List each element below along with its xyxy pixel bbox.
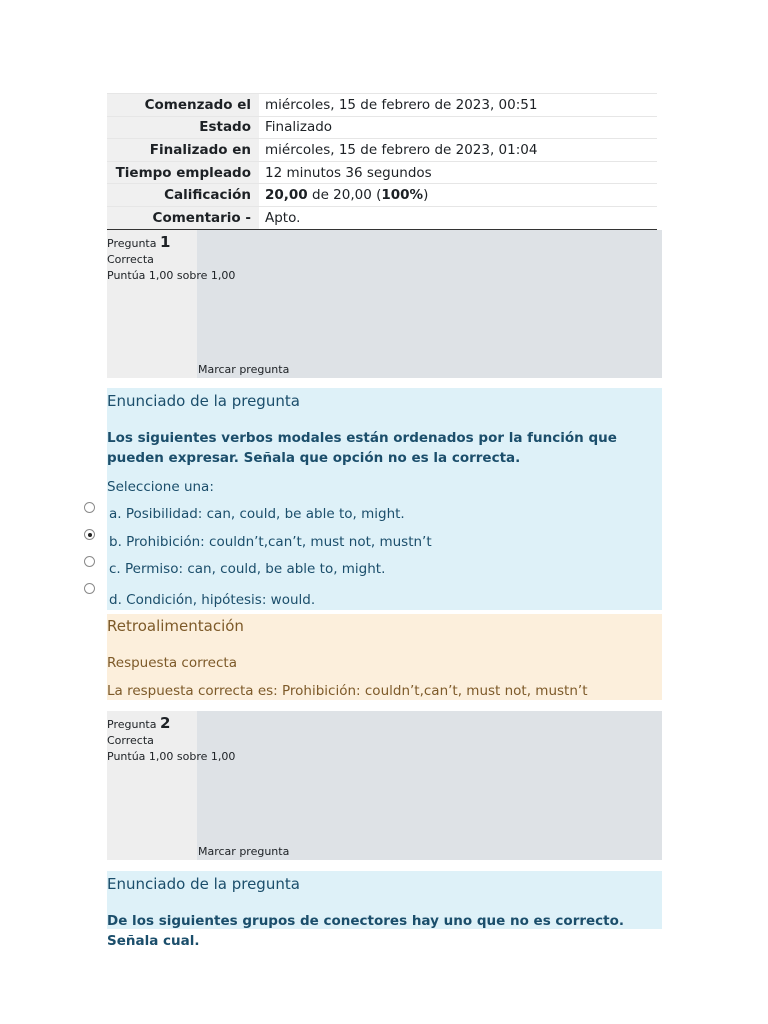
summary-label: Comenzado el (107, 94, 259, 117)
grade-out-of: de 20,00 ( (307, 187, 382, 204)
summary-value: 12 minutos 36 segundos (259, 161, 657, 184)
answer-option-c[interactable]: c. Permiso: can, could, be able to, might. (109, 561, 386, 577)
answer-option-a[interactable]: a. Posibilidad: can, could, be able to, might. (109, 506, 405, 522)
summary-value: miércoles, 15 de febrero de 2023, 01:04 (259, 139, 657, 162)
question-heading: Enunciado de la pregunta (107, 875, 300, 893)
question-text: Los siguientes verbos modales están ordenados por la función que pueden expresar. Señala que opción no es la correcta. (107, 430, 617, 466)
summary-value (259, 184, 657, 207)
radio-option-b[interactable] (84, 529, 95, 540)
summary-value: Finalizado (259, 116, 657, 139)
question-meta (107, 234, 235, 284)
summary-row-finished (107, 139, 657, 162)
select-one-prompt: Seleccione una: (107, 479, 214, 495)
question-number-value: 1 (159, 233, 171, 251)
question-prefix: Pregunta (107, 718, 157, 731)
answer-option-b[interactable]: b. Prohibición: couldn’t,can’t, must not, mustn’t (109, 534, 432, 550)
summary-row-state (107, 116, 657, 139)
grade-close: ) (423, 187, 429, 204)
question-text: De los siguientes grupos de conectores hay uno que no es correcto. Señala cual. (107, 913, 625, 949)
summary-label: Tiempo empleado (107, 161, 259, 184)
question-prefix: Pregunta (107, 237, 157, 250)
summary-value: Apto. (259, 206, 657, 229)
question-2-info (107, 711, 662, 860)
summary-label: Comentario - (107, 206, 259, 229)
flag-question-link[interactable]: Marcar pregunta (198, 363, 290, 376)
question-meta (107, 715, 235, 765)
summary-value: miércoles, 15 de febrero de 2023, 00:51 (259, 94, 657, 117)
question-number (107, 234, 235, 252)
summary-label: Calificación (107, 184, 259, 207)
question-number-value: 2 (159, 714, 171, 732)
question-1-info (107, 230, 662, 378)
question-1-content (107, 388, 662, 610)
feedback-correct-answer: La respuesta correcta es: Prohibición: couldn’t,can’t, must not, mustn’t (107, 683, 588, 699)
question-state: Correcta (107, 734, 154, 747)
radio-option-d[interactable] (84, 583, 95, 594)
flag-question-link[interactable]: Marcar pregunta (198, 845, 290, 858)
summary-row-time (107, 161, 657, 184)
question-score: Puntúa 1,00 sobre 1,00 (107, 750, 236, 763)
grade-percent: 100% (381, 187, 424, 204)
summary-label: Finalizado en (107, 139, 259, 162)
question-state: Correcta (107, 253, 154, 266)
question-1-feedback (107, 614, 662, 700)
feedback-result: Respuesta correcta (107, 655, 237, 671)
question-heading: Enunciado de la pregunta (107, 392, 300, 410)
radio-option-c[interactable] (84, 556, 95, 567)
summary-row-grade (107, 184, 657, 207)
answer-option-d[interactable]: d. Condición, hipótesis: would. (109, 592, 316, 608)
grade-score: 20,00 (265, 187, 308, 204)
summary-row-comment (107, 206, 657, 229)
attempt-summary-table (107, 93, 657, 230)
radio-option-a[interactable] (84, 502, 95, 513)
question-2-content (107, 871, 662, 949)
summary-row-started (107, 94, 657, 117)
feedback-heading: Retroalimentación (107, 617, 244, 635)
question-number (107, 715, 235, 733)
question-score: Puntúa 1,00 sobre 1,00 (107, 269, 236, 282)
summary-label: Estado (107, 116, 259, 139)
